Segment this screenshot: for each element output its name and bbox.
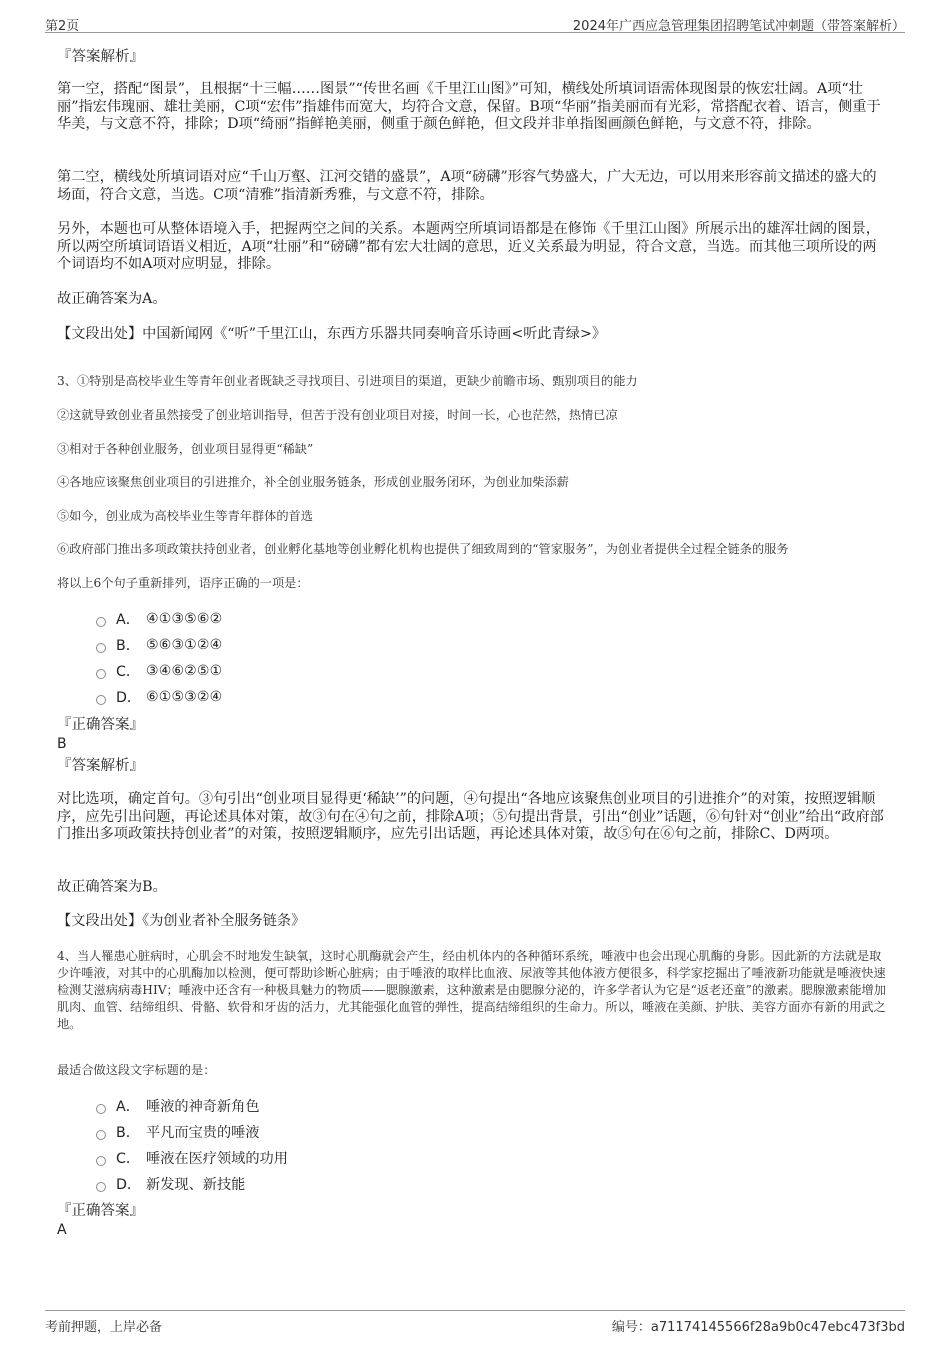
radio-button-icon[interactable] — [96, 1130, 106, 1140]
radio-button-icon[interactable] — [96, 695, 106, 705]
option-text: 平凡而宝贵的唾液 — [146, 1125, 260, 1141]
q4-options — [96, 1093, 496, 1197]
q4-correct-answer: A — [57, 1222, 67, 1238]
option-letter: A． — [116, 612, 140, 628]
q4-correct-label: 『正确答案』 — [57, 1203, 144, 1219]
option-letter: C． — [116, 664, 141, 680]
document-code: 编号：a71174145566f28a9b0c47ebc473f3bd — [611, 1320, 905, 1335]
option-letter: B． — [116, 1125, 140, 1141]
option-text: ④①③⑤⑥② — [146, 611, 223, 627]
q4-prompt: 最适合做这段文字标题的是： — [57, 1063, 216, 1077]
document-title: 2024年广西应急管理集团招聘笔试冲刺题（带答案解析） — [572, 19, 905, 34]
q3-correct-label: 『正确答案』 — [57, 717, 144, 733]
q3-final-answer: 故正确答案为B。 — [57, 879, 167, 895]
q2-analysis-paragraph-1: 第一空，搭配“图景”，且根据“十三幅……图景”“传世名画《千里江山图》”可知，横线处所填词语需体现图景的恢宏壮阔。A项“壮丽”指宏伟瑰丽、雄壮美丽，C项“宏伟”指雄伟而宽大，均符合文意，保留。B项“华丽”指美丽而有光彩，常搭配衣着、语言，侧重于华美，与文意不符，排除；D项“绮丽”指鲜艳美丽，侧重于颜色鲜艳，但文段并非单指图画颜色鲜艳，与文意不符，排除。 — [57, 81, 881, 133]
q3-sentence-1: 3、①特别是高校毕业生等青年创业者既缺乏寻找项目、引进项目的渠道，更缺少前瞻市场、甄别项目的能力 — [57, 374, 638, 388]
q3-analysis-paragraph: 对比选项，确定首句。③句引出“创业项目显得更‘稀缺’”的问题，④句提出“各地应该聚焦创业项目的引进推介”的对策，按照逻辑顺序，应先引出问题，再论述具体对策，故③句在④句之前，排除A项；⑤句提出背景，引出“创业”话题，⑥句针对“创业”给出“政府部门推出多项政策扶持创业者”的对策，按照逻辑顺序，应先引出话题，再论述具体对策，故⑤句在⑥句之前，排除C、D两项。 — [57, 791, 884, 843]
radio-button-icon[interactable] — [96, 617, 106, 627]
option-text: 唾液的神奇新角色 — [146, 1099, 260, 1115]
option-letter: D． — [116, 1177, 142, 1193]
page-header — [45, 12, 905, 33]
q3-sentence-2: ②这就导致创业者虽然接受了创业培训指导，但苦于没有创业项目对接，时间一长，心也茫然，热情已凉 — [57, 408, 618, 422]
radio-button-icon[interactable] — [96, 669, 106, 679]
radio-button-icon[interactable] — [96, 1156, 106, 1166]
q3-analysis-label: 『答案解析』 — [57, 758, 144, 774]
option-letter: D． — [116, 690, 142, 706]
q2-analysis-label: 『答案解析』 — [57, 49, 144, 65]
q3-correct-answer: B — [57, 736, 67, 752]
q3-options — [96, 606, 496, 710]
option-letter: C． — [116, 1151, 141, 1167]
q3-sentence-4: ④各地应该聚焦创业项目的引进推介，补全创业服务链条，形成创业服务闭环，为创业加柴添薪 — [57, 475, 569, 489]
q3-sentence-5: ⑤如今，创业成为高校毕业生等青年群体的首选 — [57, 509, 313, 523]
page-footer — [45, 1310, 905, 1335]
q4-option-b[interactable] — [96, 1119, 496, 1145]
option-text: ③④⑥②⑤① — [146, 663, 223, 679]
q2-analysis-paragraph-2: 第二空，横线处所填词语对应“千山万壑、江河交错的盛景”，A项“磅礴”形容气势盛大，广大无边，可以用来形容前文描述的盛大的场面，符合文意，当选。C项“清雅”指清新秀雅，与文意不符，排除。 — [57, 169, 877, 203]
q3-option-d[interactable] — [96, 684, 496, 710]
q3-sentence-3: ③相对于各种创业服务，创业项目显得更“稀缺” — [57, 442, 314, 456]
footer-slogan: 考前押题，上岸必备 — [45, 1320, 163, 1335]
q4-passage: 4、当人罹患心脏病时，心肌会不时地发生缺氧，这时心肌酶就会产生，经由机体内的各种循环系统，唾液中也会出现心肌酶的身影。因此新的方法就是取少许唾液，对其中的心肌酶加以检测，便可帮助诊断心脏病；由于唾液的取样比血液、尿液等其他体液方便很多，科学家挖掘出了唾液新功能就是唾液快速检测艾滋病病毒HIV；唾液中还含有一种极具魅力的物质——腮腺激素，这种激素是由腮腺分泌的，许多学者认为它是“返老还童”的激素。腮腺激素能增加肌肉、血管、结缔组织、骨骼、软骨和牙齿的活力，尤其能强化血管的弹性，提高结缔组织的生命力。所以，唾液在美颜、护肤、美容方面亦有新的用武之地。 — [57, 949, 886, 1031]
radio-button-icon[interactable] — [96, 643, 106, 653]
q3-source: 【文段出处】《为创业者补全服务链条》 — [57, 913, 306, 929]
option-text: 唾液在医疗领域的功用 — [146, 1151, 288, 1167]
q2-source: 【文段出处】中国新闻网《“听”千里江山，东西方乐器共同奏响音乐诗画<听此青绿>》 — [57, 326, 607, 342]
page-number: 第2页 — [45, 19, 80, 34]
q4-option-a[interactable] — [96, 1093, 496, 1119]
q3-sentence-6: ⑥政府部门推出多项政策扶持创业者，创业孵化基地等创业孵化机构也提供了细致周到的“管家服务”，为创业者提供全过程全链条的服务 — [57, 542, 789, 556]
option-letter: B． — [116, 638, 140, 654]
q3-option-c[interactable] — [96, 658, 496, 684]
q2-final-answer: 故正确答案为A。 — [57, 291, 167, 307]
option-text: 新发现、新技能 — [146, 1177, 246, 1193]
option-text: ⑥①⑤③②④ — [146, 689, 223, 705]
option-letter: A． — [116, 1099, 140, 1115]
q3-option-a[interactable] — [96, 606, 496, 632]
radio-button-icon[interactable] — [96, 1104, 106, 1114]
q4-option-d[interactable] — [96, 1171, 496, 1197]
radio-button-icon[interactable] — [96, 1182, 106, 1192]
option-text: ⑤⑥③①②④ — [146, 637, 223, 653]
q4-option-c[interactable] — [96, 1145, 496, 1171]
q3-option-b[interactable] — [96, 632, 496, 658]
q3-prompt: 将以上6个句子重新排列，语序正确的一项是： — [57, 576, 309, 590]
q2-analysis-paragraph-3: 另外，本题也可从整体语境入手，把握两空之间的关系。本题两空所填词语都是在修饰《千里江山图》所展示出的雄浑壮阔的图景，所以两空所填词语语义相近，A项“壮丽”和“磅礴”都有宏大壮阔的意思，近义关系最为明显，符合文意，当选。而其他三项所设的两个词语均不如A项对应明显，排除。 — [57, 221, 880, 273]
